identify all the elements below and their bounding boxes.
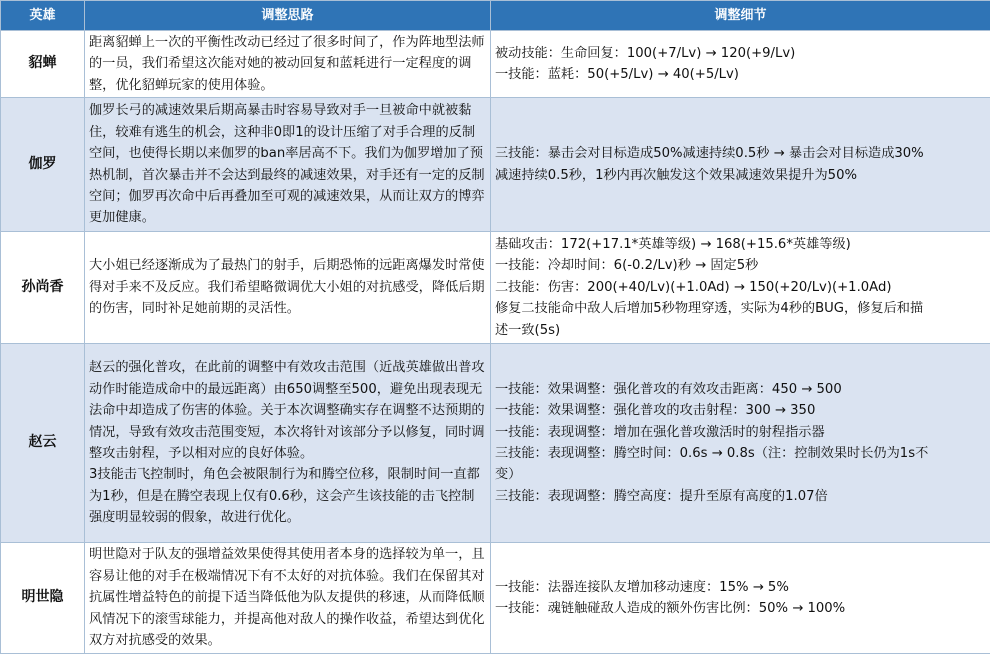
details-cell bbox=[491, 31, 990, 98]
detail-line: 一技能：蓝耗：50(+5/Lv) → 40(+5/Lv) bbox=[495, 67, 739, 82]
reason-cell bbox=[85, 232, 491, 344]
hero-name: 伽罗 bbox=[1, 98, 85, 232]
header-details: 调整细节 bbox=[491, 1, 990, 31]
header-reason: 调整思路 bbox=[85, 1, 491, 31]
reason-cell bbox=[85, 344, 491, 543]
detail-line: 一技能：法器连接队友增加移动速度：15% → 5% bbox=[495, 579, 789, 595]
reason-text: 赵云的强化普攻，在此前的调整中有效攻击范围（近战英雄做出普攻动作时能造成命中的最远距离）由650调整至500，避免出现表现无法命中却造成了伤害的体验。关于本次调整确实存在调整不达预期的情况，导致有效攻击范围变短，本次将针对该部分予以修复，同时调整攻击射程，予以相对应的良好体验。 bbox=[89, 360, 485, 461]
detail-line: 二技能：伤害：200(+40/Lv)(+1.0Ad) → 150(+20/Lv)(+1.0Ad) bbox=[495, 279, 892, 295]
detail-line: 三技能：暴击会对目标造成50%减速持续0.5秒 → 暴击会对目标造成30% bbox=[495, 146, 924, 162]
detail-line: 述一致(5s) bbox=[495, 322, 561, 338]
details-cell bbox=[491, 543, 990, 654]
detail-line: 被动技能：生命回复：100(+7/Lv) → 120(+9/Lv) bbox=[495, 45, 796, 61]
reason-cell bbox=[85, 98, 491, 232]
detail-line: 三技能：表现调整：腾空时间：0.6s → 0.8s（注：控制效果时长仍为1s不 bbox=[495, 446, 929, 461]
table-row-sunshangxiang bbox=[1, 232, 990, 344]
header-row bbox=[1, 1, 990, 31]
reason-cell bbox=[85, 31, 491, 98]
header-hero: 英雄 bbox=[1, 1, 85, 31]
table-row-jialuo bbox=[1, 98, 990, 232]
detail-line: 一技能：魂链触碰敌人造成的额外伤害比例：50% → 100% bbox=[495, 601, 846, 616]
hero-name: 赵云 bbox=[1, 344, 85, 543]
reason-text: 伽罗长弓的减速效果后期高暴击时容易导致对手一旦被命中就被黏住，较难有逃生的机会，这种非0即1的设计压缩了对手合理的反制空间，也使得长期以来伽罗的ban率居高不下。我们为伽罗增加了预热机制，首次暴击并不会达到最终的减速效果，对手还有一定的反制空间；伽罗再次命中后再叠加至可观的减速效果，从而让双方的博弈更加健康。 bbox=[89, 103, 485, 226]
details-cell bbox=[491, 344, 990, 543]
detail-line: 一技能：效果调整：强化普攻的攻击射程：300 → 350 bbox=[495, 403, 816, 419]
reason-text: 大小姐已经逐渐成为了最热门的射手，后期恐怖的远距离爆发时常使得对手来不及反应。我们希望略微调优大小姐的对抗感受，降低后期的伤害，同时补足她前期的灵活性。 bbox=[89, 258, 485, 317]
table-row-mingshiyin bbox=[1, 543, 990, 654]
detail-line: 减速持续0.5秒，1秒内再次触发这个效果减速效果提升为50% bbox=[495, 167, 857, 183]
reason-text: 距离貂蝉上一次的平衡性改动已经过了很多时间了，作为阵地型法师的一员，我们希望这次能对她的被动回复和蓝耗进行一定程度的调整，优化貂蝉玩家的使用体验。 bbox=[89, 34, 485, 93]
details-cell bbox=[491, 232, 990, 344]
reason-text: 明世隐对于队友的强增益效果使得其使用者本身的选择较为单一，且容易让他的对手在极端情况下有不太好的对抗体验。我们在保留其对抗属性增益特色的前提下适当降低他为队友提供的移速，从而降低顺风情况下的滚雪球能力，并提高他对敌人的操作收益，希望达到优化双方对抗感受的效果。 bbox=[89, 547, 485, 649]
detail-line: 一技能：效果调整：强化普攻的有效攻击距离：450 → 500 bbox=[495, 381, 842, 397]
hero-name: 孙尚香 bbox=[1, 232, 85, 344]
hero-name: 明世隐 bbox=[1, 543, 85, 654]
detail-line: 一技能：表现调整：增加在强化普攻激活时的射程指示器 bbox=[495, 424, 825, 440]
detail-line: 修复二技能命中敌人后增加5秒物理穿透，实际为4秒的BUG，修复后和描 bbox=[495, 301, 924, 317]
table-row-diaochan bbox=[1, 31, 990, 98]
hero-name: 貂蝉 bbox=[1, 31, 85, 98]
detail-line: 三技能：表现调整：腾空高度：提升至原有高度的1.07倍 bbox=[495, 488, 828, 504]
detail-line: 基础攻击：172(+17.1*英雄等级) → 168(+15.6*英雄等级) bbox=[495, 236, 851, 252]
detail-line: 变） bbox=[495, 467, 522, 483]
detail-line: 一技能：冷却时间：6(-0.2/Lv)秒 → 固定5秒 bbox=[495, 258, 759, 274]
reason-text: 3技能击飞控制时，角色会被限制行为和腾空位移，限制时间一直都为1秒，但是在腾空表现上仅有0.6秒，这会产生该技能的击飞控制强度明显较弱的假象，故进行优化。 bbox=[89, 467, 480, 526]
reason-cell bbox=[85, 543, 491, 654]
details-cell bbox=[491, 98, 990, 232]
table-row-zhaoyun bbox=[1, 344, 990, 543]
